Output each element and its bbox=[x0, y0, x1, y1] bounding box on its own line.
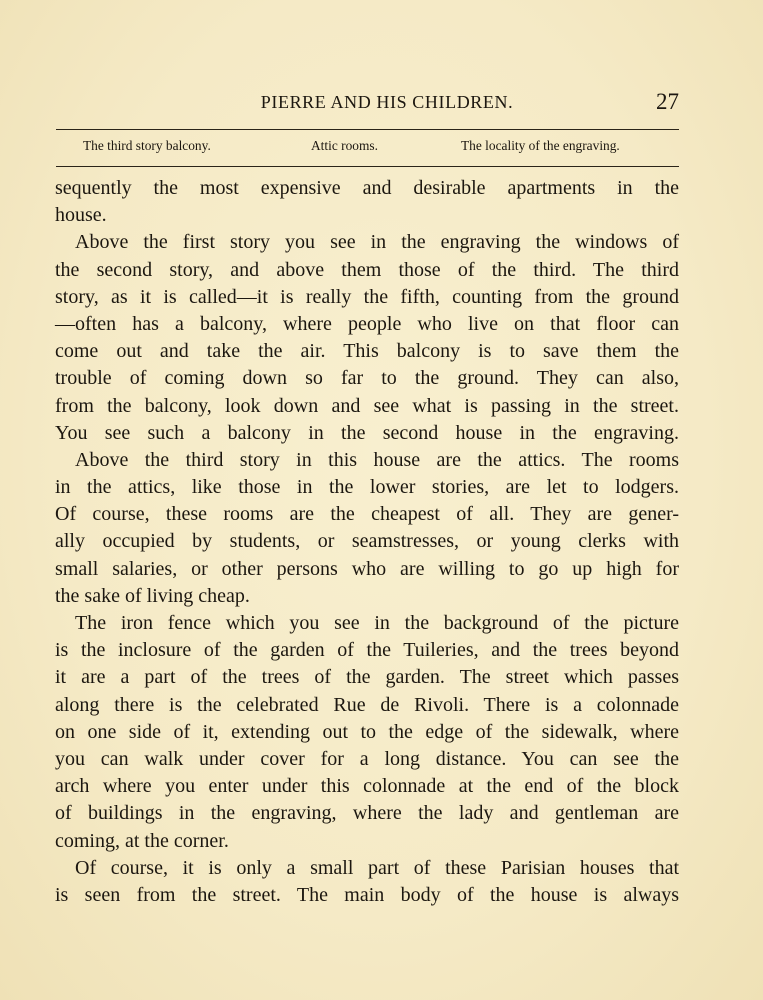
text-line: it are a part of the trees of the garden. The street which passes bbox=[55, 666, 679, 689]
text-line: Above the first story you see in the engraving the windows of bbox=[75, 231, 679, 254]
text-line: in the attics, like those in the lower stories, are let to lodgers. bbox=[55, 476, 679, 499]
text-line: along there is the celebrated Rue de Rivoli. There is a colonnade bbox=[55, 693, 679, 716]
text-line: ally occupied by students, or seamstresses, or young clerks with bbox=[55, 530, 679, 553]
text-line: Above the third story in this house are the attics. The rooms bbox=[75, 448, 679, 471]
text-line: trouble of coming down so far to the ground. They can also, bbox=[55, 367, 679, 390]
text-line: arch where you enter under this colonnade at the end of the block bbox=[55, 775, 679, 798]
text-line: is the inclosure of the garden of the Tuileries, and the trees beyond bbox=[55, 639, 679, 662]
text-line: on one side of it, extending out to the edge of the sidewalk, where bbox=[55, 720, 679, 743]
text-line: you can walk under cover for a long distance. You can see the bbox=[55, 747, 679, 770]
bottom-rule bbox=[56, 166, 679, 167]
text-line: the second story, and above them those of the third. The third bbox=[55, 258, 679, 281]
text-line: house. bbox=[55, 204, 107, 227]
text-line: is seen from the street. The main body of the house is always bbox=[55, 883, 679, 906]
text-line: Of course, these rooms are the cheapest of all. They are gener- bbox=[55, 503, 679, 526]
text-line: from the balcony, look down and see what is passing in the street. bbox=[55, 394, 679, 417]
shoulder-note-balcony: The third story balcony. bbox=[83, 138, 211, 153]
text-line: You see such a balcony in the second house in the engraving. bbox=[55, 421, 679, 444]
shoulder-notes bbox=[56, 138, 679, 158]
text-line: coming, at the corner. bbox=[55, 829, 229, 852]
text-line: —often has a balcony, where people who live on that floor can bbox=[55, 312, 679, 335]
running-title: PIERRE AND HIS CHILDREN. bbox=[260, 92, 514, 112]
text-line: Of course, it is only a small part of these Parisian houses that bbox=[75, 856, 679, 879]
top-rule bbox=[56, 129, 679, 130]
text-line: come out and take the air. This balcony is to save them the bbox=[55, 340, 679, 363]
text-line: sequently the most expensive and desirable apartments in the bbox=[55, 177, 679, 199]
page-number: 27 bbox=[656, 89, 679, 114]
shoulder-note-attic: Attic rooms. bbox=[311, 138, 378, 153]
text-line: of buildings in the engraving, where the lady and gentleman are bbox=[55, 802, 679, 825]
running-head bbox=[55, 89, 679, 116]
text-line: story, as it is called—it is really the fifth, counting from the ground bbox=[55, 285, 679, 308]
body-text bbox=[55, 175, 679, 909]
text-line: small salaries, or other persons who are willing to go up high for bbox=[55, 557, 679, 580]
text-line: The iron fence which you see in the background of the picture bbox=[75, 612, 679, 634]
shoulder-note-locality: The locality of the engraving. bbox=[461, 138, 620, 153]
text-line: the sake of living cheap. bbox=[55, 584, 250, 607]
